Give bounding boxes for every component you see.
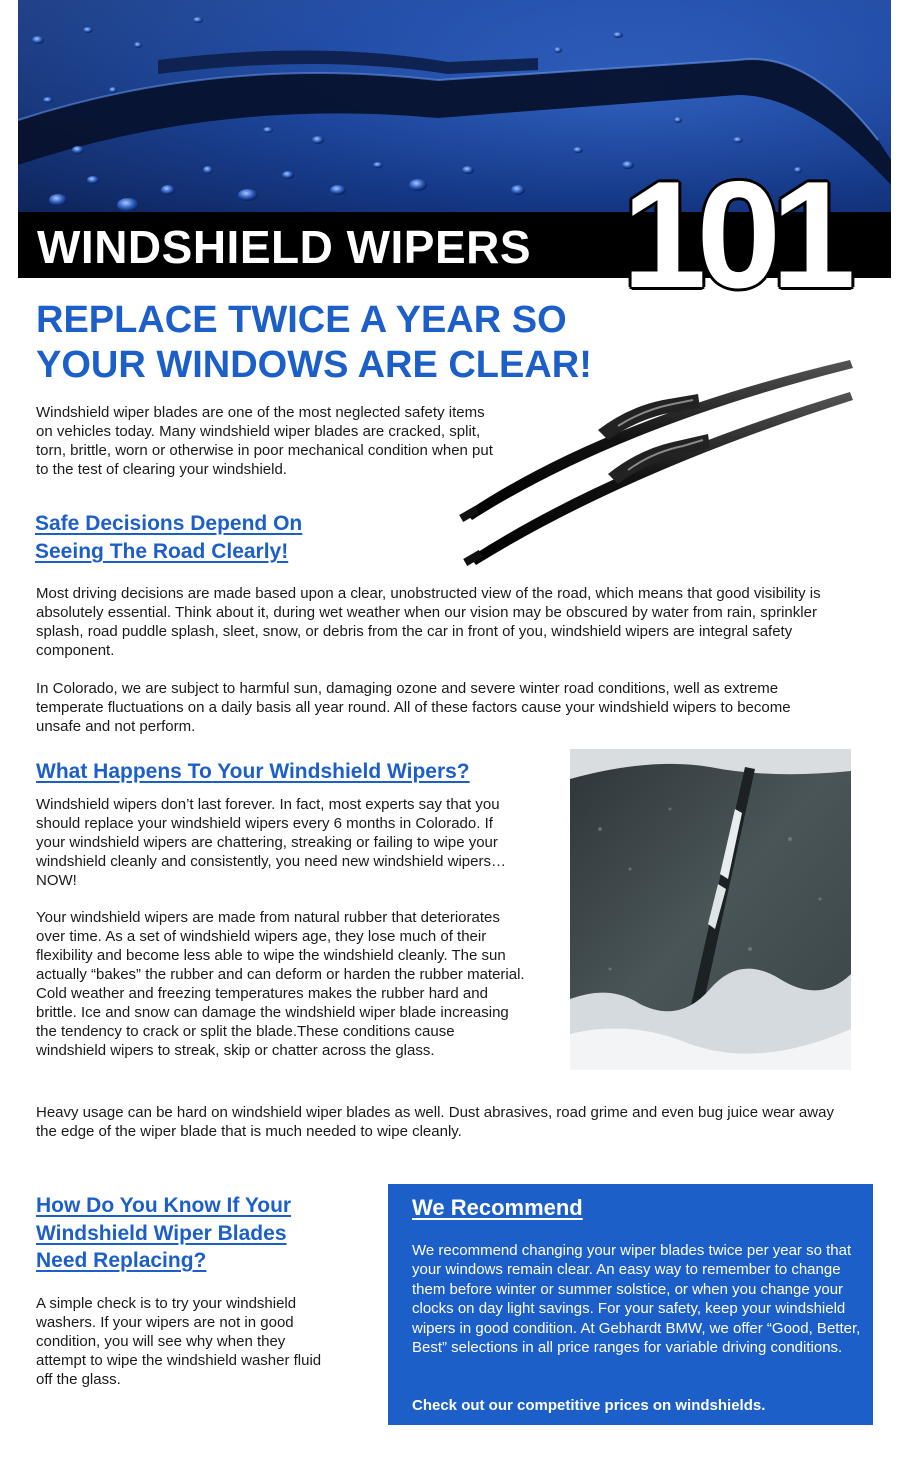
title-badge-101: 101 [622, 150, 846, 320]
rubber-paragraph: Your windshield wipers are made from natural rubber that deteriorates over time. As a set of windshield wipers age, they lose much of their flexibility and become less able to wipe the windshield cleanly. The sun actually “bakes” the rubber and can deform or harden the rubber material. Cold weather and freezing temperatures makes the rubber hard and brittle. Ice and snow can damage the windshield wiper blade increasing the tendency to crack or split the blade.These conditions cause windshield wipers to streak, skip or chatter across the glass. [36, 909, 525, 1059]
intro-paragraph: Windshield wiper blades are one of the most neglected safety items on vehicles today. Many windshield wiper blades are cracked, split, torn, brittle, worn or otherwise in poor mechanical condition when put to the test of clearing your windshield. [36, 404, 493, 478]
snowy-windshield-image [570, 749, 851, 1070]
safe-decisions-heading-line-2: Seeing The Road Clearly! [35, 540, 289, 563]
how-know-heading-line-3: Need Replacing? [36, 1249, 207, 1272]
headline-line-2: YOUR WINDOWS ARE CLEAR! [36, 344, 592, 386]
wipers-last-paragraph: Windshield wipers don’t last forever. In fact, most experts say that you should replace your windshield wipers every 6 months in Colorado. If your windshield wipers are chattering, streaking or failing to wipe your windshield cleanly and consistently, you need new windshield wipers… NOW! [36, 796, 506, 889]
safe-decisions-heading [35, 510, 302, 566]
how-know-heading-line-1: How Do You Know If Your [36, 1194, 292, 1217]
wiper-blades-image [458, 352, 858, 572]
recommendation-paragraph: We recommend changing your wiper blades twice per year so that your windows remain clear. An easy way to remember to change them before winter or summer solstice, or when you change your clocks on day light savings. For your safety, keep your windshield wipers in good condition. At Gebhardt BMW, we offer “Good, Better, Best” selections in all price ranges for variable driving conditions. [412, 1242, 861, 1357]
how-know-heading [36, 1192, 291, 1275]
competitive-prices-link[interactable]: Check out our competitive prices on windshields. [412, 1397, 766, 1414]
visibility-paragraph: Most driving decisions are made based upon a clear, unobstructed view of the road, which means that good visibility is absolutely essential. Think about it, during wet weather when our vision may be obscured by water from rain, sprinkler splash, road puddle splash, sleet, snow, or debris from the car in front of you, windshield wipers are integral safety component. [36, 585, 821, 659]
page-title: WINDSHIELD WIPERS [37, 221, 532, 273]
simple-check-paragraph: A simple check is to try your windshield washers. If your wipers are not in good condition, you will see why when they attempt to wipe the windshield washer fluid off the glass. [36, 1295, 322, 1388]
colorado-paragraph: In Colorado, we are subject to harmful sun, damaging ozone and severe winter road conditions, well as extreme temperate fluctuations on a daily basis all year round. All of these factors cause your windshield wipers to become unsafe and not perform. [36, 680, 791, 735]
heavy-usage-paragraph: Heavy usage can be hard on windshield wiper blades as well. Dust abrasives, road grime and even bug juice wear away the edge of the wiper blade that is much needed to wipe cleanly. [36, 1104, 834, 1140]
how-know-heading-line-2: Windshield Wiper Blades [36, 1221, 287, 1245]
recommendation-heading: We Recommend [412, 1195, 583, 1220]
what-happens-heading: What Happens To Your Windshield Wipers? [36, 760, 470, 783]
headline-line-1: REPLACE TWICE A YEAR SO [36, 299, 567, 341]
safe-decisions-heading-line-1: Safe Decisions Depend On [35, 512, 303, 535]
snowy-wiper-illustration [570, 749, 851, 1070]
